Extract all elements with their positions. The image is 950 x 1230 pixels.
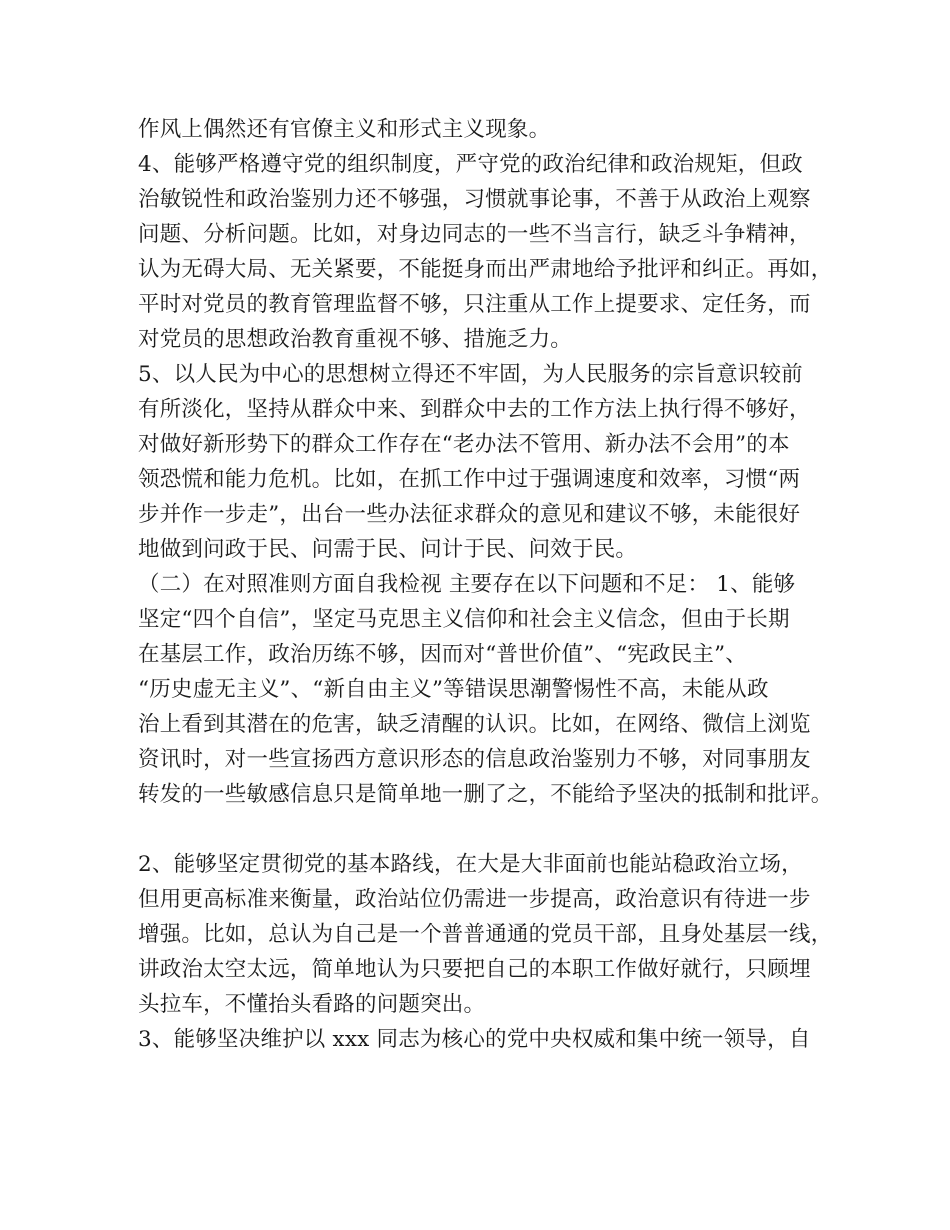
text-line: 地做到问政于民、问需于民、问计于民、问效于民。 — [138, 537, 638, 562]
text-line: 治敏锐性和政治鉴别力还不够强，习惯就事论事，不善于从政治上观察 — [138, 187, 811, 212]
text-line: 增强。比如，总认为自己是一个普普通通的党员干部，且身处基层一线， — [138, 922, 833, 947]
text-line: 资讯时，对一些宣扬西方意识形态的信息政治鉴别力不够，对同事朋友 — [138, 747, 811, 772]
text-line: 但用更高标准来衡量，政治站位仍需进一步提高，政治意识有待进一步 — [138, 887, 811, 912]
text-line: 转发的一些敏感信息只是简单地一删了之，不能给予坚决的抵制和批评。 — [138, 782, 833, 807]
text-line: 平时对党员的教育管理监督不够，只注重从工作上提要求、定任务，而 — [138, 292, 811, 317]
text-line: 坚定“四个自信”，坚定马克思主义信仰和社会主义信念，但由于长期 — [138, 607, 790, 632]
text-line: 作风上偶然还有官僚主义和形式主义现象。 — [138, 117, 551, 142]
text-line: 4、能够严格遵守党的组织制度，严守党的政治纪律和政治规矩，但政 — [138, 152, 803, 177]
text-line: 认为无碍大局、无关紧要，不能挺身而出严肃地给予批评和纠正。再如， — [138, 257, 833, 282]
text-line: 3、能够坚决维护以 xxx 同志为核心的党中央权威和集中统一领导，自 — [138, 1027, 811, 1052]
text-line: 领恐慌和能力危机。比如，在抓工作中过于强调速度和效率，习惯“两 — [138, 467, 801, 492]
text-line: 问题、分析问题。比如，对身边同志的一些不当言行，缺乏斗争精神， — [138, 222, 811, 247]
text-line: 2、能够坚定贯彻党的基本路线，在大是大非面前也能站稳政治立场， — [138, 852, 803, 877]
text-line: 对党员的思想政治教育重视不够、措施乏力。 — [138, 327, 573, 352]
text-line: “历史虚无主义”、“新自由主义”等错误思潮警惕性不高，未能从政 — [138, 677, 769, 702]
text-line: 治上看到其潜在的危害，缺乏清醒的认识。比如，在网络、微信上浏览 — [138, 712, 811, 737]
text-line: 头拉车，不懂抬头看路的问题突出。 — [138, 992, 486, 1017]
text-line: 步并作一步走”，出台一些办法征求群众的意见和建议不够，未能很好 — [138, 502, 801, 527]
text-line: 5、以人民为中心的思想树立得还不牢固，为人民服务的宗旨意识较前 — [138, 362, 803, 387]
text-line: 对做好新形势下的群众工作存在“老办法不管用、新办法不会用”的本 — [138, 432, 790, 457]
text-line: 讲政治太空太远，简单地认为只要把自己的本职工作做好就行，只顾埋 — [138, 957, 811, 982]
text-line: 在基层工作，政治历练不够，因而对“普世价值”、“宪政民主”、 — [138, 642, 747, 667]
text-line: 有所淡化，坚持从群众中来、到群众中去的工作方法上执行得不够好， — [138, 397, 811, 422]
text-line: （二）在对照准则方面自我检视 主要存在以下问题和不足： 1、能够 — [138, 572, 796, 597]
